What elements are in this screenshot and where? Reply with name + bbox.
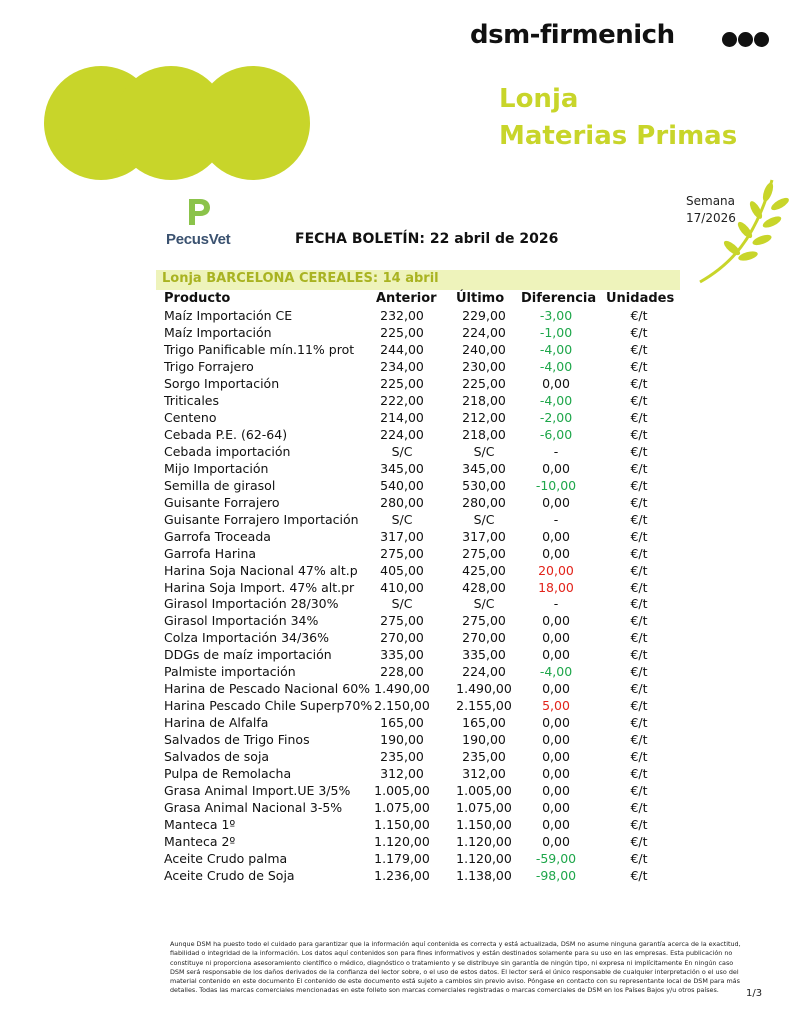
units-cell: €/t — [630, 545, 648, 561]
difference-cell: 0,00 — [542, 460, 570, 476]
previous-price-cell: 1.150,00 — [374, 817, 430, 833]
units-cell: €/t — [630, 477, 648, 493]
difference-cell: 0,00 — [542, 375, 570, 391]
table-row — [0, 833, 791, 850]
table-row — [0, 392, 791, 409]
product-cell: Colza Importación 34/36% — [164, 630, 329, 646]
column-header-previous: Anterior — [376, 291, 437, 306]
product-cell: Triticales — [164, 392, 219, 408]
table-row — [0, 646, 791, 663]
difference-cell: -4,00 — [539, 392, 573, 408]
previous-price-cell: 1.179,00 — [374, 851, 430, 866]
decorative-circle — [196, 66, 310, 180]
pecusvet-logo-text: PecusVet — [166, 231, 231, 248]
previous-price-cell: 214,00 — [380, 409, 424, 425]
difference-cell: -10,00 — [535, 477, 577, 493]
product-cell: Garrofa Harina — [164, 545, 257, 561]
units-cell: €/t — [630, 749, 648, 765]
product-cell: Salvados de Trigo Finos — [164, 732, 310, 748]
units-cell: €/t — [630, 698, 648, 714]
product-cell: Pulpa de Remolacha — [164, 766, 292, 782]
last-price-cell: 1.005,00 — [456, 783, 512, 799]
product-cell: Grasa Animal Nacional 3-5% — [164, 800, 343, 816]
units-cell: €/t — [630, 783, 648, 799]
difference-cell: 0,00 — [542, 749, 570, 765]
table-row — [0, 426, 791, 443]
last-price-cell: 530,00 — [462, 477, 506, 493]
table-row — [0, 324, 791, 341]
table-row — [0, 748, 791, 765]
last-price-cell: 425,00 — [462, 562, 506, 578]
previous-price-cell: 244,00 — [380, 341, 424, 357]
previous-price-cell: 222,00 — [380, 392, 424, 408]
last-price-cell: 1.490,00 — [456, 681, 512, 697]
last-price-cell: 1.120,00 — [456, 851, 512, 866]
table-row — [0, 409, 791, 426]
units-cell: €/t — [630, 392, 648, 408]
brand-wordmark: dsm-firmenich — [470, 20, 675, 50]
product-cell: Cebada P.E. (62-64) — [164, 426, 288, 442]
previous-price-cell: S/C — [391, 511, 413, 527]
last-price-cell: 190,00 — [462, 732, 506, 748]
last-price-cell: 428,00 — [462, 579, 506, 595]
table-row — [0, 545, 791, 562]
table-row — [0, 579, 791, 596]
difference-cell: - — [553, 596, 559, 612]
difference-cell: 0,00 — [542, 630, 570, 646]
last-price-cell: 275,00 — [462, 613, 506, 629]
units-cell: €/t — [630, 324, 648, 340]
previous-price-cell: S/C — [391, 443, 413, 459]
last-price-cell: 1.138,00 — [456, 867, 512, 883]
last-price-cell: 1.120,00 — [456, 834, 512, 850]
last-price-cell: 312,00 — [462, 766, 506, 782]
table-row — [0, 816, 791, 833]
units-cell: €/t — [630, 494, 648, 510]
product-cell: Manteca 2º — [164, 834, 236, 850]
price-table-body — [0, 307, 791, 884]
previous-price-cell: 234,00 — [380, 358, 424, 374]
difference-cell: 0,00 — [542, 817, 570, 833]
units-cell: €/t — [630, 817, 648, 833]
product-cell: Harina Pescado Chile Superp70% — [164, 698, 373, 714]
difference-cell: 0,00 — [542, 647, 570, 663]
units-cell: €/t — [630, 341, 648, 357]
last-price-cell: 225,00 — [462, 375, 506, 391]
table-row — [0, 443, 791, 460]
product-cell: Guisante Forrajero — [164, 494, 280, 510]
last-price-cell: 235,00 — [462, 749, 506, 765]
last-price-cell: 1.150,00 — [456, 817, 512, 833]
previous-price-cell: 235,00 — [380, 749, 424, 765]
product-cell: Maíz Importación CE — [164, 308, 293, 323]
previous-price-cell: 1.236,00 — [374, 867, 430, 883]
table-row — [0, 663, 791, 680]
table-row — [0, 765, 791, 782]
last-price-cell: S/C — [473, 596, 495, 612]
difference-cell: 5,00 — [542, 698, 570, 714]
brand-dots-icon — [722, 32, 769, 47]
last-price-cell: 165,00 — [462, 715, 506, 731]
last-price-cell: 224,00 — [462, 324, 506, 340]
table-row — [0, 714, 791, 731]
wheat-icon — [690, 170, 790, 290]
previous-price-cell: 270,00 — [380, 630, 424, 646]
units-cell: €/t — [630, 630, 648, 646]
previous-price-cell: S/C — [391, 596, 413, 612]
previous-price-cell: 317,00 — [380, 528, 424, 544]
previous-price-cell: 190,00 — [380, 732, 424, 748]
units-cell: €/t — [630, 647, 648, 663]
last-price-cell: 317,00 — [462, 528, 506, 544]
difference-cell: 0,00 — [542, 545, 570, 561]
last-price-cell: 240,00 — [462, 341, 506, 357]
units-cell: €/t — [630, 715, 648, 731]
previous-price-cell: 540,00 — [380, 477, 424, 493]
column-header-last: Último — [456, 291, 505, 306]
table-row — [0, 799, 791, 816]
last-price-cell: 218,00 — [462, 426, 506, 442]
units-cell: €/t — [630, 375, 648, 391]
units-cell: €/t — [630, 562, 648, 578]
previous-price-cell: 280,00 — [380, 494, 424, 510]
table-row — [0, 375, 791, 392]
table-row — [0, 494, 791, 511]
table-row — [0, 850, 791, 867]
units-cell: €/t — [630, 851, 648, 866]
difference-cell: 0,00 — [542, 715, 570, 731]
product-cell: Palmiste importación — [164, 664, 296, 680]
last-price-cell: 345,00 — [462, 460, 506, 476]
bulletin-date: FECHA BOLETÍN: 22 abril de 2026 — [295, 231, 559, 247]
product-cell: Trigo Forrajero — [164, 358, 254, 374]
table-row — [0, 528, 791, 545]
difference-cell: 0,00 — [542, 783, 570, 799]
units-cell: €/t — [630, 426, 648, 442]
difference-cell: -6,00 — [539, 426, 573, 442]
units-cell: €/t — [630, 528, 648, 544]
table-row — [0, 595, 791, 612]
difference-cell: -59,00 — [535, 851, 577, 866]
product-cell: Girasol Importación 34% — [164, 613, 319, 629]
units-cell: €/t — [630, 596, 648, 612]
previous-price-cell: 228,00 — [380, 664, 424, 680]
table-row — [0, 358, 791, 375]
last-price-cell: 230,00 — [462, 358, 506, 374]
difference-cell: -4,00 — [539, 341, 573, 357]
column-header-difference: Diferencia — [521, 291, 597, 306]
previous-price-cell: 275,00 — [380, 545, 424, 561]
table-row — [0, 680, 791, 697]
table-row — [0, 782, 791, 799]
product-cell: Harina Soja Nacional 47% alt.p — [164, 562, 358, 578]
product-cell: Girasol Importación 28/30% — [164, 596, 339, 612]
product-cell: Harina de Alfalfa — [164, 715, 269, 731]
difference-cell: 0,00 — [542, 494, 570, 510]
previous-price-cell: 312,00 — [380, 766, 424, 782]
units-cell: €/t — [630, 681, 648, 697]
previous-price-cell: 405,00 — [380, 562, 424, 578]
last-price-cell: S/C — [473, 511, 495, 527]
product-cell: Salvados de soja — [164, 749, 270, 765]
disclaimer-text: Aunque DSM ha puesto todo el cuidado para garantizar que la información aquí contenida es correcta y está actualizada, DSM no asume ninguna garantía acerca de la exactitud, fiabilidad o integridad de la información. Los datos aquí contenidos son para fines informativos y están destinados solamente para su uso en las empresas. Esta publicación no constituye ni proporciona asesoramiento científico o médico, diagnóstico o tratamiento y se distribuye sin garantía de ningún tipo, ni expresa ni implícitamente En ningún caso DSM será responsable de los daños derivados de la confianza del lector sobre, o el uso de estos datos. El lector será el único responsable de cualquier interpretación o el uso del material contenido en este documento El contenido de este documento está sujeto a cambios sin previo aviso. Póngase en contacto con su representante local de DSM para más detalles. Todas las marcas comerciales mencionadas en este folleto son marcas comerciales registradas o marcas comerciales de DSM en los Países Bajos y/u otros países. — [170, 940, 741, 995]
product-cell: Grasa Animal Import.UE 3/5% — [164, 783, 351, 799]
units-cell: €/t — [630, 409, 648, 425]
difference-cell: - — [553, 511, 559, 527]
table-row — [0, 629, 791, 646]
product-cell: Centeno — [164, 409, 217, 425]
product-cell: Sorgo Importación — [164, 375, 280, 391]
units-cell: €/t — [630, 443, 648, 459]
table-row — [0, 867, 791, 884]
last-price-cell: 229,00 — [462, 308, 506, 323]
difference-cell: -4,00 — [539, 664, 573, 680]
pecusvet-logo-icon — [186, 197, 212, 227]
column-header-units: Unidades — [606, 291, 675, 306]
difference-cell: 0,00 — [542, 681, 570, 697]
last-price-cell: 335,00 — [462, 647, 506, 663]
difference-cell: 0,00 — [542, 834, 570, 850]
table-row — [0, 511, 791, 528]
difference-cell: 20,00 — [538, 562, 574, 578]
previous-price-cell: 275,00 — [380, 613, 424, 629]
section-title: Lonja BARCELONA CEREALES: 14 abril — [162, 271, 439, 286]
product-cell: Garrofa Troceada — [164, 528, 271, 544]
last-price-cell: S/C — [473, 443, 495, 459]
last-price-cell: 280,00 — [462, 494, 506, 510]
previous-price-cell: 335,00 — [380, 647, 424, 663]
previous-price-cell: 1.005,00 — [374, 783, 430, 799]
table-row — [0, 697, 791, 714]
table-row — [0, 341, 791, 358]
difference-cell: 0,00 — [542, 528, 570, 544]
units-cell: €/t — [630, 613, 648, 629]
last-price-cell: 224,00 — [462, 664, 506, 680]
difference-cell: -4,00 — [539, 358, 573, 374]
units-cell: €/t — [630, 766, 648, 782]
table-row — [0, 562, 791, 579]
units-cell: €/t — [630, 579, 648, 595]
table-row — [0, 612, 791, 629]
units-cell: €/t — [630, 358, 648, 374]
last-price-cell: 1.075,00 — [456, 800, 512, 816]
previous-price-cell: 2.150,00 — [374, 698, 430, 714]
last-price-cell: 270,00 — [462, 630, 506, 646]
page-number: 1/3 — [746, 988, 763, 999]
week-label: Semana — [686, 194, 736, 208]
units-cell: €/t — [630, 800, 648, 816]
previous-price-cell: 1.490,00 — [374, 681, 430, 697]
difference-cell: -1,00 — [539, 324, 573, 340]
difference-cell: 0,00 — [542, 732, 570, 748]
difference-cell: 0,00 — [542, 613, 570, 629]
previous-price-cell: 232,00 — [380, 308, 424, 323]
previous-price-cell: 1.075,00 — [374, 800, 430, 816]
product-cell: Manteca 1º — [164, 817, 236, 833]
product-cell: Harina de Pescado Nacional 60% — [164, 681, 371, 697]
last-price-cell: 275,00 — [462, 545, 506, 561]
table-row — [0, 307, 791, 324]
week-value: 17/2026 — [686, 211, 736, 225]
product-cell: Harina Soja Import. 47% alt.pr — [164, 579, 355, 595]
previous-price-cell: 224,00 — [380, 426, 424, 442]
product-cell: DDGs de maíz importación — [164, 647, 332, 663]
previous-price-cell: 165,00 — [380, 715, 424, 731]
units-cell: €/t — [630, 732, 648, 748]
units-cell: €/t — [630, 834, 648, 850]
units-cell: €/t — [630, 867, 648, 883]
difference-cell: -3,00 — [539, 308, 573, 323]
product-cell: Guisante Forrajero Importación — [164, 511, 359, 527]
previous-price-cell: 225,00 — [380, 324, 424, 340]
product-cell: Cebada importación — [164, 443, 291, 459]
column-header-product: Producto — [164, 291, 231, 306]
product-cell: Maíz Importación — [164, 324, 272, 340]
product-cell: Aceite Crudo de Soja — [164, 867, 295, 883]
page-title: Lonja — [499, 84, 579, 114]
last-price-cell: 212,00 — [462, 409, 506, 425]
difference-cell: -98,00 — [535, 867, 577, 883]
difference-cell: -2,00 — [539, 409, 573, 425]
product-cell: Aceite Crudo palma — [164, 851, 288, 866]
previous-price-cell: 345,00 — [380, 460, 424, 476]
page-subtitle: Materias Primas — [499, 121, 738, 151]
units-cell: €/t — [630, 511, 648, 527]
difference-cell: 0,00 — [542, 766, 570, 782]
last-price-cell: 2.155,00 — [456, 698, 512, 714]
product-cell: Mijo Importación — [164, 460, 269, 476]
units-cell: €/t — [630, 460, 648, 476]
last-price-cell: 218,00 — [462, 392, 506, 408]
difference-cell: - — [553, 443, 559, 459]
table-row — [0, 477, 791, 494]
previous-price-cell: 410,00 — [380, 579, 424, 595]
difference-cell: 0,00 — [542, 800, 570, 816]
previous-price-cell: 225,00 — [380, 375, 424, 391]
previous-price-cell: 1.120,00 — [374, 834, 430, 850]
units-cell: €/t — [630, 308, 648, 323]
product-cell: Semilla de girasol — [164, 477, 276, 493]
table-row — [0, 460, 791, 477]
table-row — [0, 731, 791, 748]
product-cell: Trigo Panificable mín.11% prot — [164, 341, 355, 357]
difference-cell: 18,00 — [538, 579, 574, 595]
units-cell: €/t — [630, 664, 648, 680]
